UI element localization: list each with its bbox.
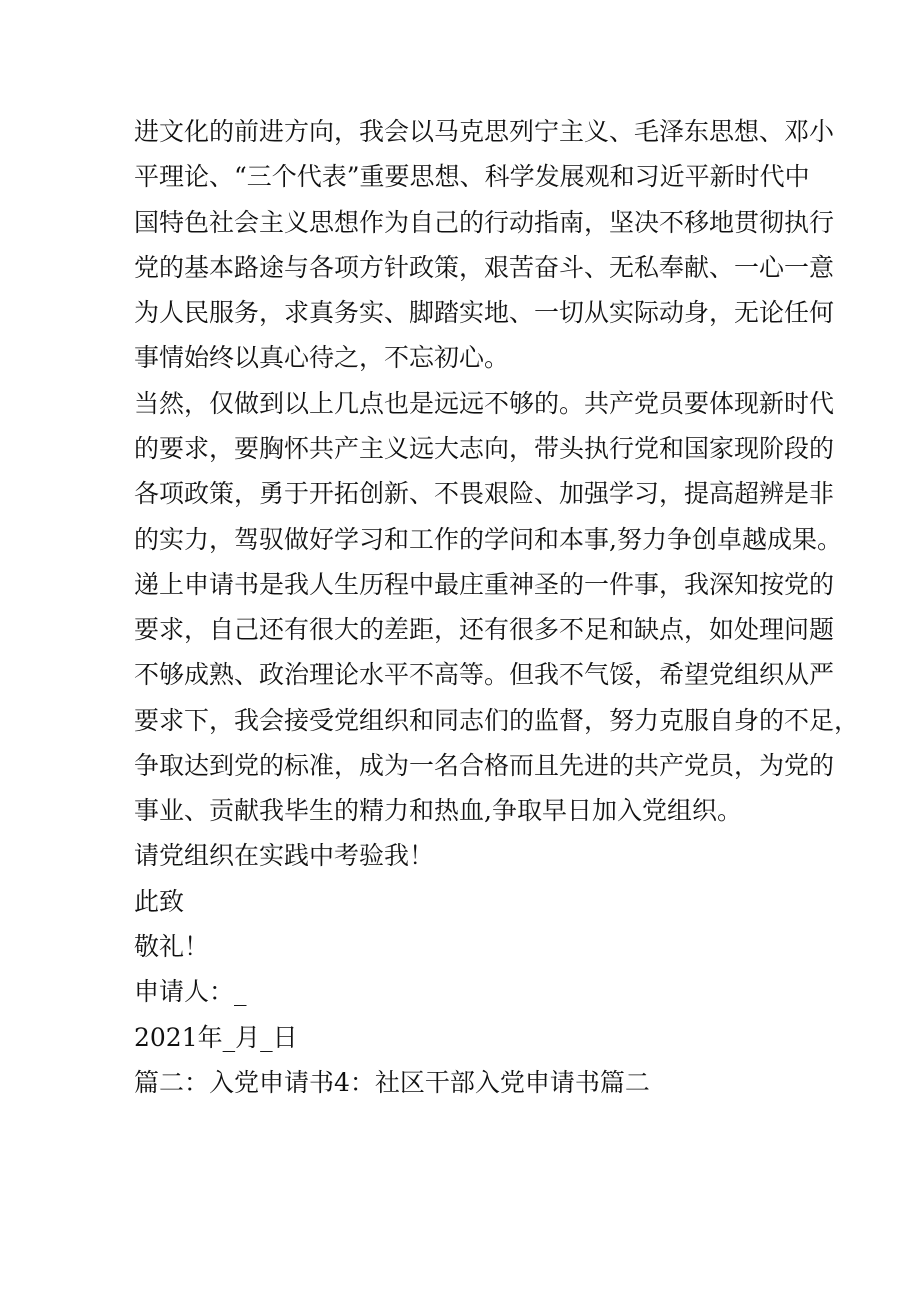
text-line: 递上申请书是我人生历程中最庄重神圣的一件事，我深知按党的 <box>134 570 835 599</box>
text-line: 为人民服务，求真务实、脚踏实地、一切从实际动身，无论任何 <box>134 298 835 327</box>
closing-request: 请党组织在实践中考验我！ <box>134 841 435 870</box>
text-line: 的要求，要胸怀共产主义远大志向，带头执行党和国家现阶段的 <box>134 434 835 463</box>
text-line: 当然，仅做到以上几点也是远远不够的。共产党员要体现新时代 <box>134 389 835 418</box>
salutation-closing: 敬礼！ <box>134 932 210 961</box>
text-line: 事业、贡献我毕生的精力和热血,争取早日加入党组织。 <box>134 796 742 825</box>
text-line: 平理论、“三个代表”重要思想、科学发展观和习近平新时代中 <box>134 162 810 191</box>
text-line: 不够成熟、政治理论水平不高等。但我不气馁，希望党组织从严 <box>134 660 835 689</box>
text-line: 进文化的前进方向，我会以马克思列宁主义、毛泽东思想、邓小 <box>134 117 835 146</box>
salutation: 此致 <box>134 887 185 916</box>
text-line: 要求，自己还有很大的差距，还有很多不足和缺点，如处理问题 <box>134 615 835 644</box>
date-line: 2021年_月_日 <box>134 1023 298 1052</box>
text-line: 党的基本路途与各项方针政策，艰苦奋斗、无私奉献、一心一意 <box>134 253 835 282</box>
applicant-signature: 申请人：_ <box>134 977 247 1006</box>
text-line: 事情始终以真心待之，不忘初心。 <box>134 343 510 372</box>
text-line: 各项政策，勇于开拓创新、不畏艰险、加强学习，提高超辨是非 <box>134 479 835 508</box>
text-line: 国特色社会主义思想作为自己的行动指南，坚决不移地贯彻执行 <box>134 208 835 237</box>
section-heading: 篇二：入党申请书4：社区干部入党申请书篇二 <box>134 1068 650 1097</box>
text-line: 的实力，驾驭做好学习和工作的学问和本事,努力争创卓越成果。 <box>134 525 842 554</box>
text-line: 要求下，我会接受党组织和同志们的监督，努力克服自身的不足， <box>134 706 860 735</box>
text-line: 争取达到党的标准，成为一名合格而且先进的共产党员，为党的 <box>134 751 835 780</box>
